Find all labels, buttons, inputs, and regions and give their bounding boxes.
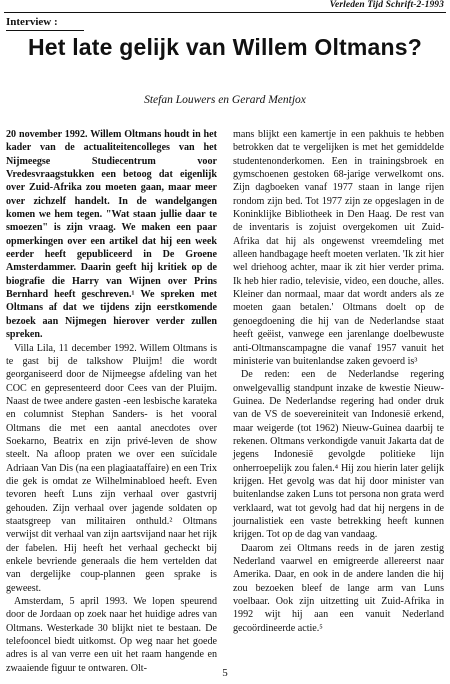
body-paragraph: De reden: een de Nederlandse regering onwelgevallig standpunt inzake de kwestie Nieuw-Guinea. De Nederlandse regering had onder druk van de VS de soevereiniteit van Indonesië erkend, maar weigerde (tot 1962) Nieuw-Guinea daarbij te rekenen. Oltmans verkondigde vanuit Jakarta dat de jegens Indonesië gevolgde politieke lijn onherroepelijk zou falen.⁴ Hij zou hierin later gelijk krijgen. Het gevolg was dat hij door minister van buitenlandse zaken Luns tot persona non grata werd verklaard, wat tot gevolg had dat hij nergens in de journalistiek een vaste betrekking heeft kunnen krijgen. Tot op de dag van vandaag. (233, 369, 444, 541)
page-number: 5 (222, 667, 228, 679)
body-paragraph: Daarom zei Oltmans reeds in de jaren zestig Nederland vaarwel en emigreerde allereerst naar Amerika. Daar, en ook in de andere landen die hij zou bezoeken bleef de lange arm van Luns voelbaar. Ook zijn uitzetting uit Zuid-Afrika in 1992 wijt hij aan een vanuit Nederland gecoördineerde actie.⁵ (233, 542, 444, 634)
column-right (233, 128, 444, 635)
article-title: Het late gelijk van Willem Oltmans? (27, 34, 423, 60)
article-authors: Stefan Louwers en Gerard Mentjox (144, 94, 306, 106)
lead-paragraph: 20 november 1992. Willem Oltmans houdt in het kader van de actualiteitencolleges van het Nijmeegse Studiecentrum voor Vredesvraagstukken een betoog dat eigenlijk over Zuid-Afrika zou moeten gaan, maar meer over zichzelf handelt. In de wandelgangen komen we hem tegen. "Wat staan jullie daar te smoezen" is zijn vraag. We maken een paar opmerkingen over een artikel dat hij een week eerder heeft gepubliceerd in De Groene Amsterdammer. Daarin geeft hij kritiek op de biografie die Harry van Wijnen over Prins Bernhard heeft geschreven.¹ We spreken met Oltmans af dat we tijdens zijn eerstkomende bezoek aan Nijmegen hierover verder zullen spreken. (6, 129, 217, 341)
column-left (6, 128, 217, 675)
body-paragraph: Amsterdam, 5 april 1993. We lopen speurend door de Jordaan op zoek naar het huidige adres van Oltmans. Westerkade 30 blijkt niet te bestaan. De telefooncel biedt uitkomst. Op weg naar het goede adres is al van verre een uit het raam hangende en zwaaiende figuur te ontwaren. Olt- (6, 596, 217, 674)
header-rule (4, 12, 446, 13)
body-paragraph: Villa Lila, 11 december 1992. Willem Oltmans is te gast bij de talkshow Pluijm! die wordt georganiseerd door de Nijmeegse afdeling van het COC en gepresenteerd door Cees van der Pluijm. Naast de twee andere gasten -een lesbische karateka en columnist Stephan Sanders- is het vooral Oltmans die met een aantal anecdotes over Soekarno, Beatrix en zijn privé-leven de show steelt. Na afloop praten we over een suïcidale Adriaan Van Dis (na een plagiaataffaire) en een Trix die gek is omdat ze Wilhelminabloed heeft. Even tevoren heeft Luns zijn verhaal over gastvrij gehouden. Zijn verhaal over jagende soldaten op staatsgreep van militairen onthuld.² Oltmans verwijst dit verhaal van zijn aartsvijand naar het rijk der fabelen. Hij heeft het verhaal gecheckt bij enkele bevriende generaals die hem vertelden dat van dergelijke coup-plannen geen sprake is geweest. (6, 342, 217, 594)
running-header: Verleden Tijd Schrift-2-1993 (329, 0, 444, 10)
rubric-label: Interview : (6, 16, 58, 28)
rubric-underline (6, 30, 84, 31)
body-paragraph: mans blijkt een kamertje in een pakhuis te hebben betrokken dat te vergelijken is met het gemiddelde studentenonderkomen. Een in trainingsbroek en gymschoenen gestoken 68-jarige verwelkomt ons. Zijn dagboeken vanaf 1977 staan in lange rijen rondom zijn bed. Tot 1977 zijn ze opgeslagen in de Koninklijke Bibliotheek in Den Haag. De rest van de inventaris is zojuist overgekomen uit Zuid-Afrika dat hij als ongewenst vreemdeling met alleen handbagage heeft moeten verlaten. 'Ik zit hier wel driehoog achter, maar ik zit hier verder prima. Ik heb hier radio, televisie, video, een douche, alles. Kleiner dan normaal, maar dat wordt anders als ze moeten gaan betalen.' Oltmans doelt op de genoegdoening die hij van de Nederlandse staat heeft geëist, vanwege een jarenlange doelbewuste anti-Oltmanscampagne die vanaf 1957 vanuit het ministerie van buitenlandse zaken gevoerd is³ (233, 129, 444, 367)
